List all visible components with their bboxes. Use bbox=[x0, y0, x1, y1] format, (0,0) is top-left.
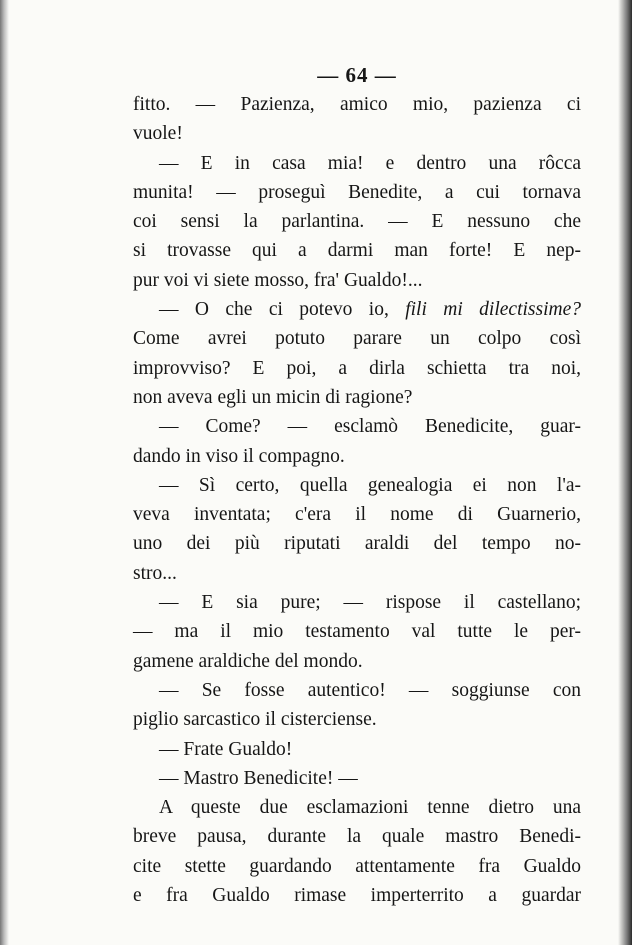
page-binding-shadow-right bbox=[618, 0, 632, 945]
text-line: fitto. — Pazienza, amico mio, pazienza ci bbox=[133, 94, 581, 115]
text-line: — E sia pure; — rispose il castellano; bbox=[159, 592, 581, 614]
text-line: breve pausa, durante la quale mastro Benedi- bbox=[133, 826, 581, 848]
text-line: coi sensi la parlantina. — E nessuno che bbox=[133, 211, 581, 233]
text-line: — E in casa mia! e dentro una rôcca bbox=[159, 152, 581, 174]
text-line: improvviso? E poi, a dirla schietta tra noi, bbox=[133, 357, 581, 379]
text-line: non aveva egli un micin di ragione? bbox=[133, 386, 413, 408]
text-line: piglio sarcastico il cisterciense. bbox=[133, 709, 377, 731]
text-line: — Come? — esclamò Benedicite, guar- bbox=[159, 416, 581, 438]
text-line: cite stette guardando attentamente fra Gualdo bbox=[133, 855, 581, 877]
text-line: — O che ci potevo io, fili mi dilectissime? bbox=[159, 299, 581, 321]
text-line: pur voi vi siete mosso, fra' Gualdo!... bbox=[133, 269, 423, 291]
text-line: uno dei più riputati araldi del tempo no- bbox=[133, 533, 581, 555]
text-line: — Mastro Benedicite! — bbox=[159, 767, 358, 789]
text-line: — Frate Gualdo! bbox=[159, 738, 293, 760]
text-line: — Sì certo, quella genealogia ei non l'a- bbox=[159, 474, 581, 496]
text-line: munita! — proseguì Benedite, a cui tornava bbox=[133, 181, 581, 203]
text-line: — Se fosse autentico! — soggiunse con bbox=[159, 679, 581, 701]
text-line: dando in viso il compagno. bbox=[133, 445, 345, 467]
text-line: vuole! bbox=[133, 123, 183, 145]
page-binding-shadow-left bbox=[0, 0, 9, 945]
text-line: — ma il mio testamento val tutte le per- bbox=[133, 621, 581, 643]
text-line: stro... bbox=[133, 562, 177, 584]
page-number: — 64 — bbox=[317, 63, 397, 87]
text-line: gamene araldiche del mondo. bbox=[133, 650, 363, 672]
text-line: Come avrei potuto parare un colpo così bbox=[133, 328, 581, 350]
text-line: si trovasse qui a darmi man forte! E nep- bbox=[133, 240, 581, 262]
body-text bbox=[133, 90, 581, 910]
text-line: A queste due esclamazioni tenne dietro una bbox=[159, 797, 581, 819]
text-line: veva inventata; c'era il nome di Guarnerio, bbox=[133, 504, 581, 526]
book-page bbox=[133, 62, 581, 910]
text-line: e fra Gualdo rimase imperterrito a guardar bbox=[133, 885, 581, 907]
